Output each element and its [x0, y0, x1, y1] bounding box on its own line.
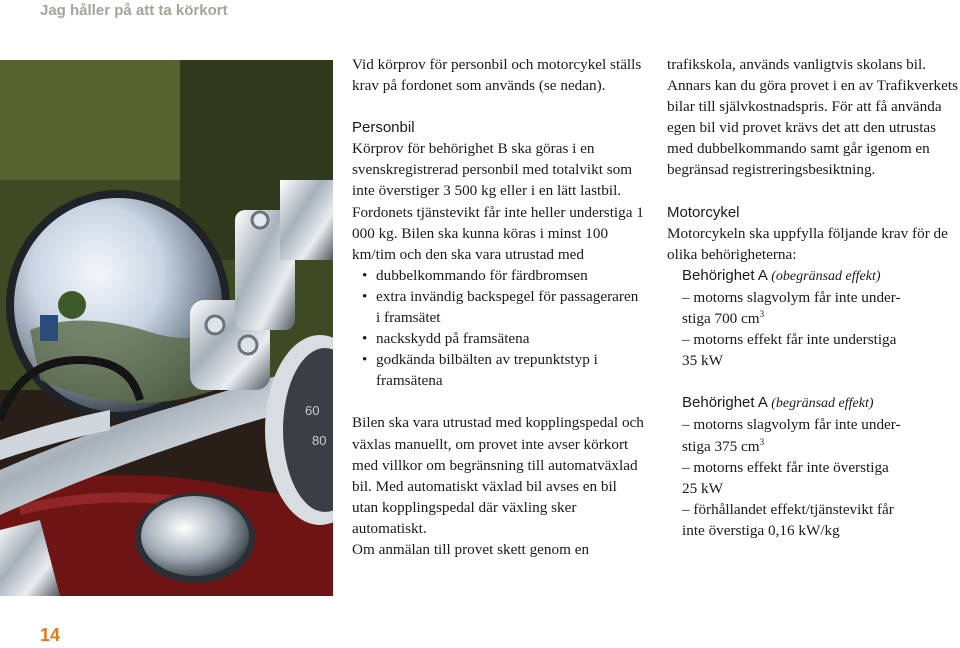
page-number: 14 [40, 625, 61, 645]
speedometer-label-80: 80 [312, 433, 327, 448]
text-column-2 [667, 54, 960, 541]
registration-paragraph-start: Om anmälan till provet skett genom en [352, 540, 590, 558]
list-item: • godkända bilbälten av trepunktstyp i framsätena [362, 349, 644, 391]
motorcykel-intro: Motorcykeln ska uppfylla följande krav för de olika behörigheterna: [667, 224, 948, 263]
motorcykel-heading: Motorcykel [667, 203, 740, 221]
requirement-restricted: Behörighet A (begränsad effekt) – motorns slagvolym får inte under- stiga 375 $cm^3$ – motorns effekt får inte överstiga 25 kW – förhållandet effekt/tjänstevikt får inte överstiga 0,16 kW/kg [667, 392, 960, 541]
list-item: • dubbelkommando för färdbromsen [362, 265, 644, 286]
motorcycle-mirror-photo [0, 60, 333, 596]
registration-paragraph-end: trafikskola, används vanligtvis skolans bil. Annars kan du göra provet i en av Trafikverkets bilar till självkostnadspris. För att få använda egen bil vid provet krävs det att den utrustas med dubbelkommando samt går igenom en begränsad registreringsbesiktning. [667, 56, 959, 179]
running-head: Jag håller på att ta körkort [40, 2, 228, 19]
requirement-title: Behörighet A (obegränsad effekt) [682, 266, 881, 284]
requirement-unrestricted: Behörighet A (obegränsad effekt) – motorns slagvolym får inte under- stiga 700 $cm^3$ – motorns effekt får inte understiga 35 kW [667, 265, 960, 371]
transmission-paragraph: Bilen ska vara utrustad med kopplingspedal och växlas manuellt, om provet inte avser körkort med villkor om begränsning till automatväxlad bil. Med automatiskt växlad bil avses en bil utan kopplingspedal där växling sker automatiskt. [352, 414, 644, 537]
personbil-heading: Personbil [352, 119, 415, 137]
requirement-title: Behörighet A (begränsad effekt) [682, 394, 874, 412]
list-item: • nackskydd på framsätena [362, 328, 644, 349]
list-item: • extra invändig backspegel för passageraren i framsätet [362, 286, 644, 328]
personbil-paragraph: Körprov för behörighet B ska göras i en svenskregistrerad personbil med totalvikt som inte överstiger 3 500 kg eller i en lätt lastbil. Fordonets tjänstevikt får inte heller understiga 1 000 kg. Bilen ska kunna köras i minst 100 km/tim och den ska vara utrustad med [352, 140, 644, 263]
speedometer-label-60: 60 [305, 403, 320, 418]
equipment-list [352, 265, 644, 392]
text-column-1 [352, 54, 644, 560]
intro-paragraph: Vid körprov för personbil och motorcykel ställs krav på fordonet som används (se nedan). [352, 56, 642, 95]
